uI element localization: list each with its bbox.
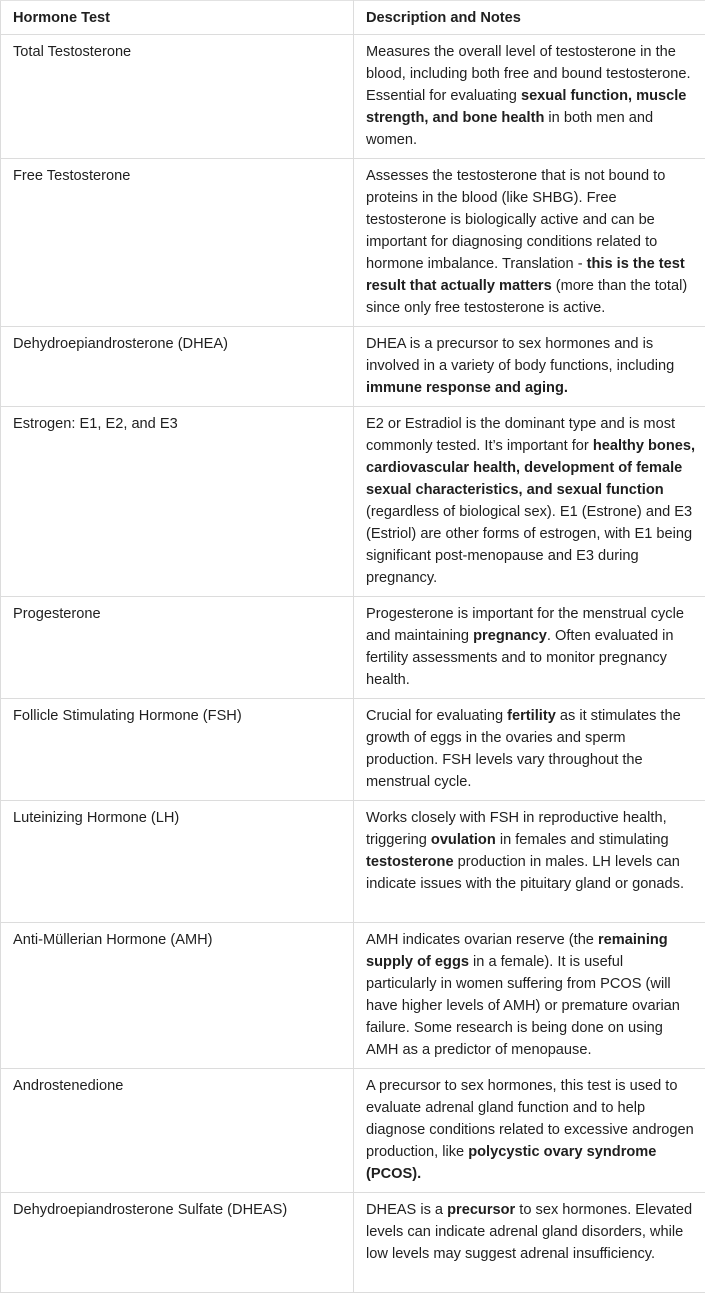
description-text: DHEA is a precursor to sex hormones and is involved in a variety of body functions, including	[366, 336, 674, 374]
hormone-test-name: Follicle Stimulating Hormone (FSH)	[1, 699, 354, 801]
hormone-test-name: Luteinizing Hormone (LH)	[1, 801, 354, 923]
emphasized-text: ovulation	[431, 832, 496, 848]
table-row	[1, 1069, 705, 1193]
hormone-test-name: Total Testosterone	[1, 35, 354, 159]
table-row	[1, 699, 705, 801]
emphasized-text: fertility	[507, 708, 556, 724]
description-text: A precursor to sex hormones, this test is used to evaluate adrenal gland function and to help diagnose conditions related to excessive androgen production, like	[366, 1078, 694, 1160]
hormone-test-description	[354, 1193, 705, 1293]
emphasized-text: healthy bones, cardiovascular health, development of female sexual characteristics, and sexual function	[366, 438, 695, 498]
emphasized-text: testosterone	[366, 854, 454, 870]
description-text: Works closely with FSH in reproductive health, triggering	[366, 810, 667, 848]
table-row	[1, 597, 705, 699]
hormone-test-description	[354, 327, 705, 407]
hormone-test-name: Androstenedione	[1, 1069, 354, 1193]
table-row	[1, 35, 705, 159]
description-text: in females and stimulating	[496, 832, 669, 848]
description-text: (more than the total) since only free testosterone is active.	[366, 278, 687, 316]
description-text: AMH indicates ovarian reserve (the	[366, 932, 598, 948]
description-text: in a female). It is useful particularly in women suffering from PCOS (will have higher levels of AMH) or premature ovarian failure. Some research is being done on using AMH as a predictor of menopause.	[366, 954, 680, 1058]
column-header-description: Description and Notes	[354, 1, 705, 35]
description-text: (regardless of biological sex). E1 (Estrone) and E3 (Estriol) are other forms of estrogen, with E1 being significant post-menopause and E3 during pregnancy.	[366, 504, 692, 586]
hormone-test-description	[354, 923, 705, 1069]
column-header-hormone-test: Hormone Test	[1, 1, 354, 35]
emphasized-text: sexual function, muscle strength, and bone health	[366, 88, 686, 126]
table-row	[1, 1193, 705, 1293]
table-row	[1, 923, 705, 1069]
hormone-test-name: Dehydroepiandrosterone Sulfate (DHEAS)	[1, 1193, 354, 1293]
hormone-test-description	[354, 801, 705, 923]
hormone-test-description	[354, 597, 705, 699]
emphasized-text: polycystic ovary syndrome (PCOS).	[366, 1144, 656, 1182]
hormone-test-description	[354, 1069, 705, 1193]
table-header-row	[1, 1, 705, 35]
emphasized-text: pregnancy	[473, 628, 547, 644]
description-text: Assesses the testosterone that is not bound to proteins in the blood (like SHBG). Free testosterone is biologically active and can be important for diagnosing conditions related to hormone imbalance. Translation -	[366, 168, 665, 272]
hormone-test-description	[354, 699, 705, 801]
hormone-test-name: Progesterone	[1, 597, 354, 699]
description-text: Crucial for evaluating	[366, 708, 507, 724]
emphasized-text: this is the test result that actually matters	[366, 256, 685, 294]
hormone-test-description	[354, 407, 705, 597]
description-text: production in males. LH levels can indicate issues with the pituitary gland or gonads.	[366, 854, 684, 892]
emphasized-text: immune response and aging.	[366, 380, 568, 396]
hormone-test-name: Free Testosterone	[1, 159, 354, 327]
description-text: in both men and women.	[366, 110, 653, 148]
emphasized-text: remaining supply of eggs	[366, 932, 668, 970]
table-row	[1, 407, 705, 597]
table-row	[1, 159, 705, 327]
description-text: as it stimulates the growth of eggs in the ovaries and sperm production. FSH levels vary throughout the menstrual cycle.	[366, 708, 681, 790]
hormone-test-description	[354, 159, 705, 327]
description-text: Progesterone is important for the menstrual cycle and maintaining	[366, 606, 684, 644]
hormone-test-name: Anti-Müllerian Hormone (AMH)	[1, 923, 354, 1069]
description-text: E2 or Estradiol is the dominant type and is most commonly tested. It’s important for	[366, 416, 675, 454]
table-row	[1, 801, 705, 923]
description-text: to sex hormones. Elevated levels can indicate adrenal gland disorders, while low levels may suggest adrenal insufficiency.	[366, 1202, 692, 1262]
description-text: DHEAS is a	[366, 1202, 447, 1218]
hormone-test-name: Estrogen: E1, E2, and E3	[1, 407, 354, 597]
hormone-test-description	[354, 35, 705, 159]
description-text: Measures the overall level of testosterone in the blood, including both free and bound testosterone. Essential for evaluating	[366, 44, 691, 104]
emphasized-text: precursor	[447, 1202, 515, 1218]
hormone-test-name: Dehydroepiandrosterone (DHEA)	[1, 327, 354, 407]
description-text: . Often evaluated in fertility assessments and to monitor pregnancy health.	[366, 628, 673, 688]
table-row	[1, 327, 705, 407]
